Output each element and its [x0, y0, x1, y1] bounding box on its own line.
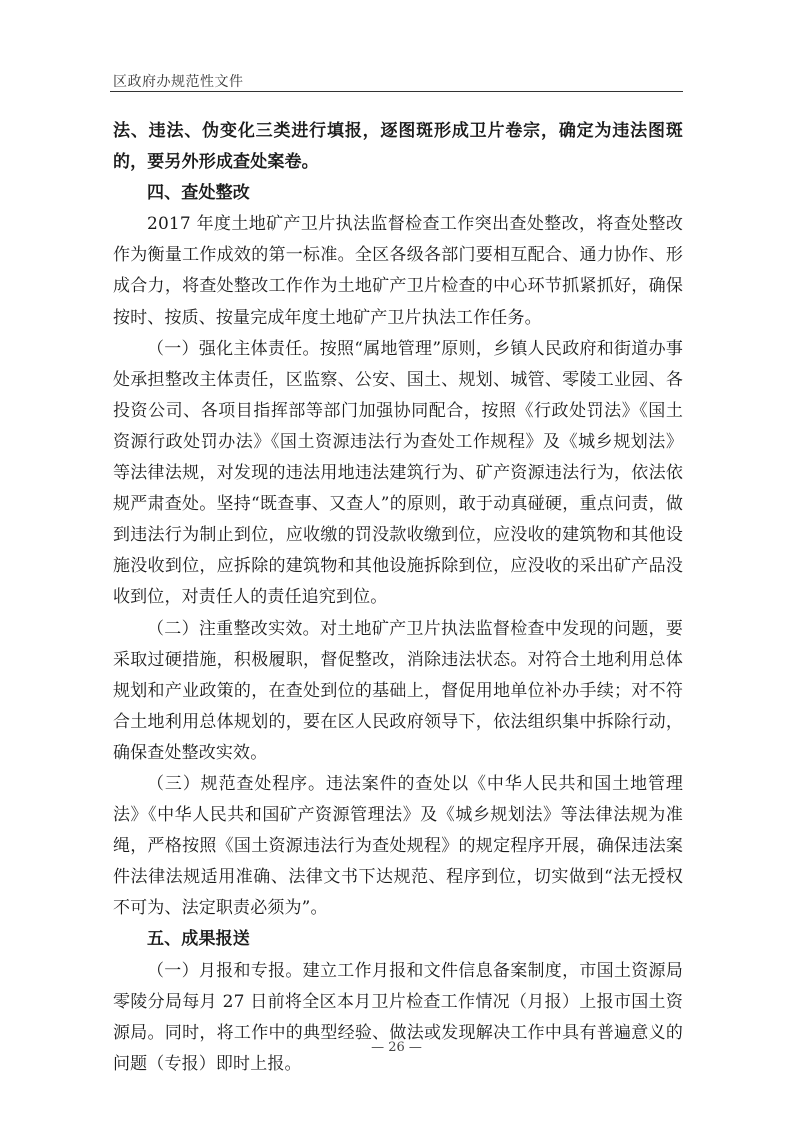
paragraph-report-subsection-1: （一）月报和专报。建立工作月报和文件信息备案制度，市国土资源局零陵分局每月 27 日前将全区本月卫片检查工作情况（月报）上报市国土资源局。同时，将工作中的典型经验、做法或发现解决工作中具有普遍意义的问题（专报）即时上报。 [113, 960, 683, 1074]
paragraph-continuation: 法、违法、伪变化三类进行填报，逐图斑形成卫片卷宗，确定为违法图斑的，要另外形成查处案卷。 [113, 121, 683, 173]
paragraph-subsection-2: （二）注重整改实效。对土地矿产卫片执法监督检查中发现的问题，要采取过硬措施，积极履职，督促整改，消除违法状态。对符合土地利用总体规划和产业政策的，在查处到位的基础上，督促用地单位补办手续；对不符合土地利用总体规划的，要在区人民政府领导下，依法组织集中拆除行动，确保查处整改实效。 [113, 618, 683, 763]
section-heading-5: 五、成果报送 [147, 929, 250, 950]
document-body [113, 116, 683, 1080]
paragraph-intro: 2017 年度土地矿产卫片执法监督检查工作突出查处整改，将查处整改作为衡量工作成效的第一标准。全区各级各部门要相互配合、通力协作、形成合力，将查处整改工作作为土地矿产卫片检查的中心环节抓紧抓好，确保按时、按质、按量完成年度土地矿产卫片执法工作任务。 [113, 214, 683, 328]
paragraph-subsection-1: （一）强化主体责任。按照“属地管理”原则，乡镇人民政府和街道办事处承担整改主体责任，区监察、公安、国土、规划、城管、零陵工业园、各投资公司、各项目指挥部等部门加强协同配合，按照《行政处罚法》《国土资源行政处罚办法》《国土资源违法行为查处工作规程》及《城乡规划法》等法律法规，对发现的违法用地违法建筑行为、矿产资源违法行为，依法依规严肃查处。坚持“既查事、又查人”的原则，敢于动真碰硬，重点问责，做到违法行为制止到位，应收缴的罚没款收缴到位，应没收的建筑物和其他设施没收到位，应拆除的建筑物和其他设施拆除到位，应没收的采出矿产品没收到位，对责任人的责任追究到位。 [113, 338, 683, 608]
paragraph-subsection-3: （三）规范查处程序。违法案件的查处以《中华人民共和国土地管理法》《中华人民共和国矿产资源管理法》及《城乡规划法》等法律法规为准绳，严格按照《国土资源违法行为查处规程》的规定程序开展，确保违法案件法律法规适用准确、法律文书下达规范、程序到位，切实做到“法无授权不可为、法定职责必须为”。 [113, 773, 683, 919]
page-number: — 26 — [371, 1040, 422, 1055]
section-heading-4: 四、查处整改 [147, 183, 250, 204]
document-header: 区政府办规范性文件 [113, 74, 244, 90]
header-divider [110, 91, 683, 92]
